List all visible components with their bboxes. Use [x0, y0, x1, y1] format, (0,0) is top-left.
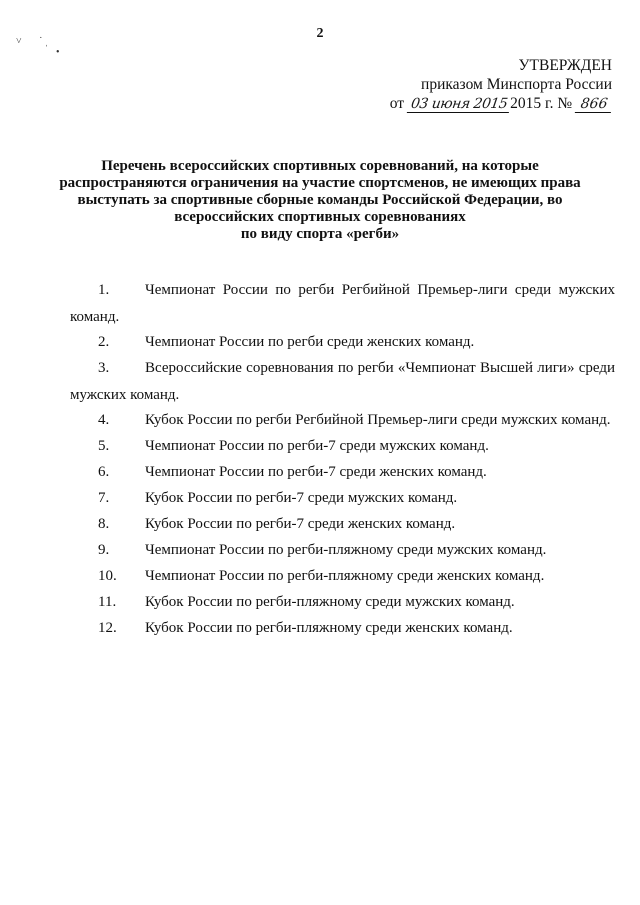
list-item-number: 9. — [98, 542, 110, 558]
list-item — [70, 282, 615, 334]
approval-order: приказом Минспорта России — [421, 76, 612, 93]
list-item-text: Чемпионат России по регби-пляжному среди мужских команд. — [145, 542, 547, 558]
title-line: выступать за спортивные сборные команды Российской Федерации, во — [77, 192, 563, 208]
approval-date-line — [390, 94, 612, 113]
title-line: Перечень всероссийских спортивных соревнований, на которые — [101, 158, 539, 174]
title-line: всероссийских спортивных соревнованиях — [174, 209, 466, 225]
approval-title: УТВЕРЖДЕН — [518, 57, 612, 74]
list-item-number: 11. — [98, 594, 117, 610]
list-item-number: 12. — [98, 620, 117, 636]
list-item-text: Кубок России по регби-пляжному среди мужских команд. — [145, 594, 515, 610]
title-line: по виду спорта «регби» — [240, 226, 400, 242]
list-item — [70, 334, 615, 360]
list-item-number: 2. — [98, 334, 110, 350]
page-number: 2 — [316, 26, 324, 41]
list-item-text: Чемпионат России по регби Регбийной Премьер-лиги среди мужских — [145, 282, 615, 298]
scan-marks: ˅ ˙ ˌ • — [16, 36, 60, 58]
list-item-text: Кубок России по регби Регбийной Премьер-лиги среди мужских команд. — [145, 412, 611, 428]
list-item — [70, 360, 615, 412]
list-item-number: 8. — [98, 516, 110, 532]
list-item — [70, 516, 615, 542]
list-item-text: Кубок России по регби-пляжному среди женских команд. — [145, 620, 513, 636]
approval-stamp — [390, 56, 612, 113]
list-item-text: Чемпионат России по регби среди женских команд. — [145, 334, 475, 350]
list-item — [70, 490, 615, 516]
approval-year: 2015 г. № — [510, 95, 573, 112]
list-item-number: 6. — [98, 464, 110, 480]
list-item-text: Кубок России по регби-7 среди мужских команд. — [145, 490, 458, 506]
list-item-text: Чемпионат России по регби-пляжному среди женских команд. — [145, 568, 545, 584]
list-item-text: Всероссийские соревнования по регби «Чемпионат Высшей лиги» среди — [145, 360, 615, 376]
list-item — [70, 594, 615, 620]
list-item-number: 10. — [98, 568, 117, 584]
title-line: распространяются ограничения на участие спортсменов, не имеющих права — [59, 175, 581, 191]
list-item-number: 4. — [98, 412, 110, 428]
list-item — [70, 412, 615, 438]
competition-list — [70, 282, 615, 646]
list-item-number: 1. — [98, 282, 110, 298]
list-item — [70, 464, 615, 490]
list-item — [70, 568, 615, 594]
list-item-number: 5. — [98, 438, 110, 454]
list-item-text: Чемпионат России по регби-7 среди мужских команд. — [145, 438, 489, 454]
list-item — [70, 620, 615, 646]
handwritten-date: 03 июня 2015 — [407, 96, 512, 113]
document-title — [40, 158, 600, 243]
list-item-number: 7. — [98, 490, 110, 506]
list-item-continuation: команд. — [70, 309, 120, 325]
list-item — [70, 542, 615, 568]
list-item-text: Чемпионат России по регби-7 среди женских команд. — [145, 464, 487, 480]
list-item — [70, 438, 615, 464]
handwritten-number: 866 — [575, 96, 613, 113]
approval-prefix: от — [389, 95, 405, 112]
list-item-continuation: мужских команд. — [70, 387, 180, 403]
list-item-text: Кубок России по регби-7 среди женских команд. — [145, 516, 456, 532]
list-item-number: 3. — [98, 360, 110, 376]
